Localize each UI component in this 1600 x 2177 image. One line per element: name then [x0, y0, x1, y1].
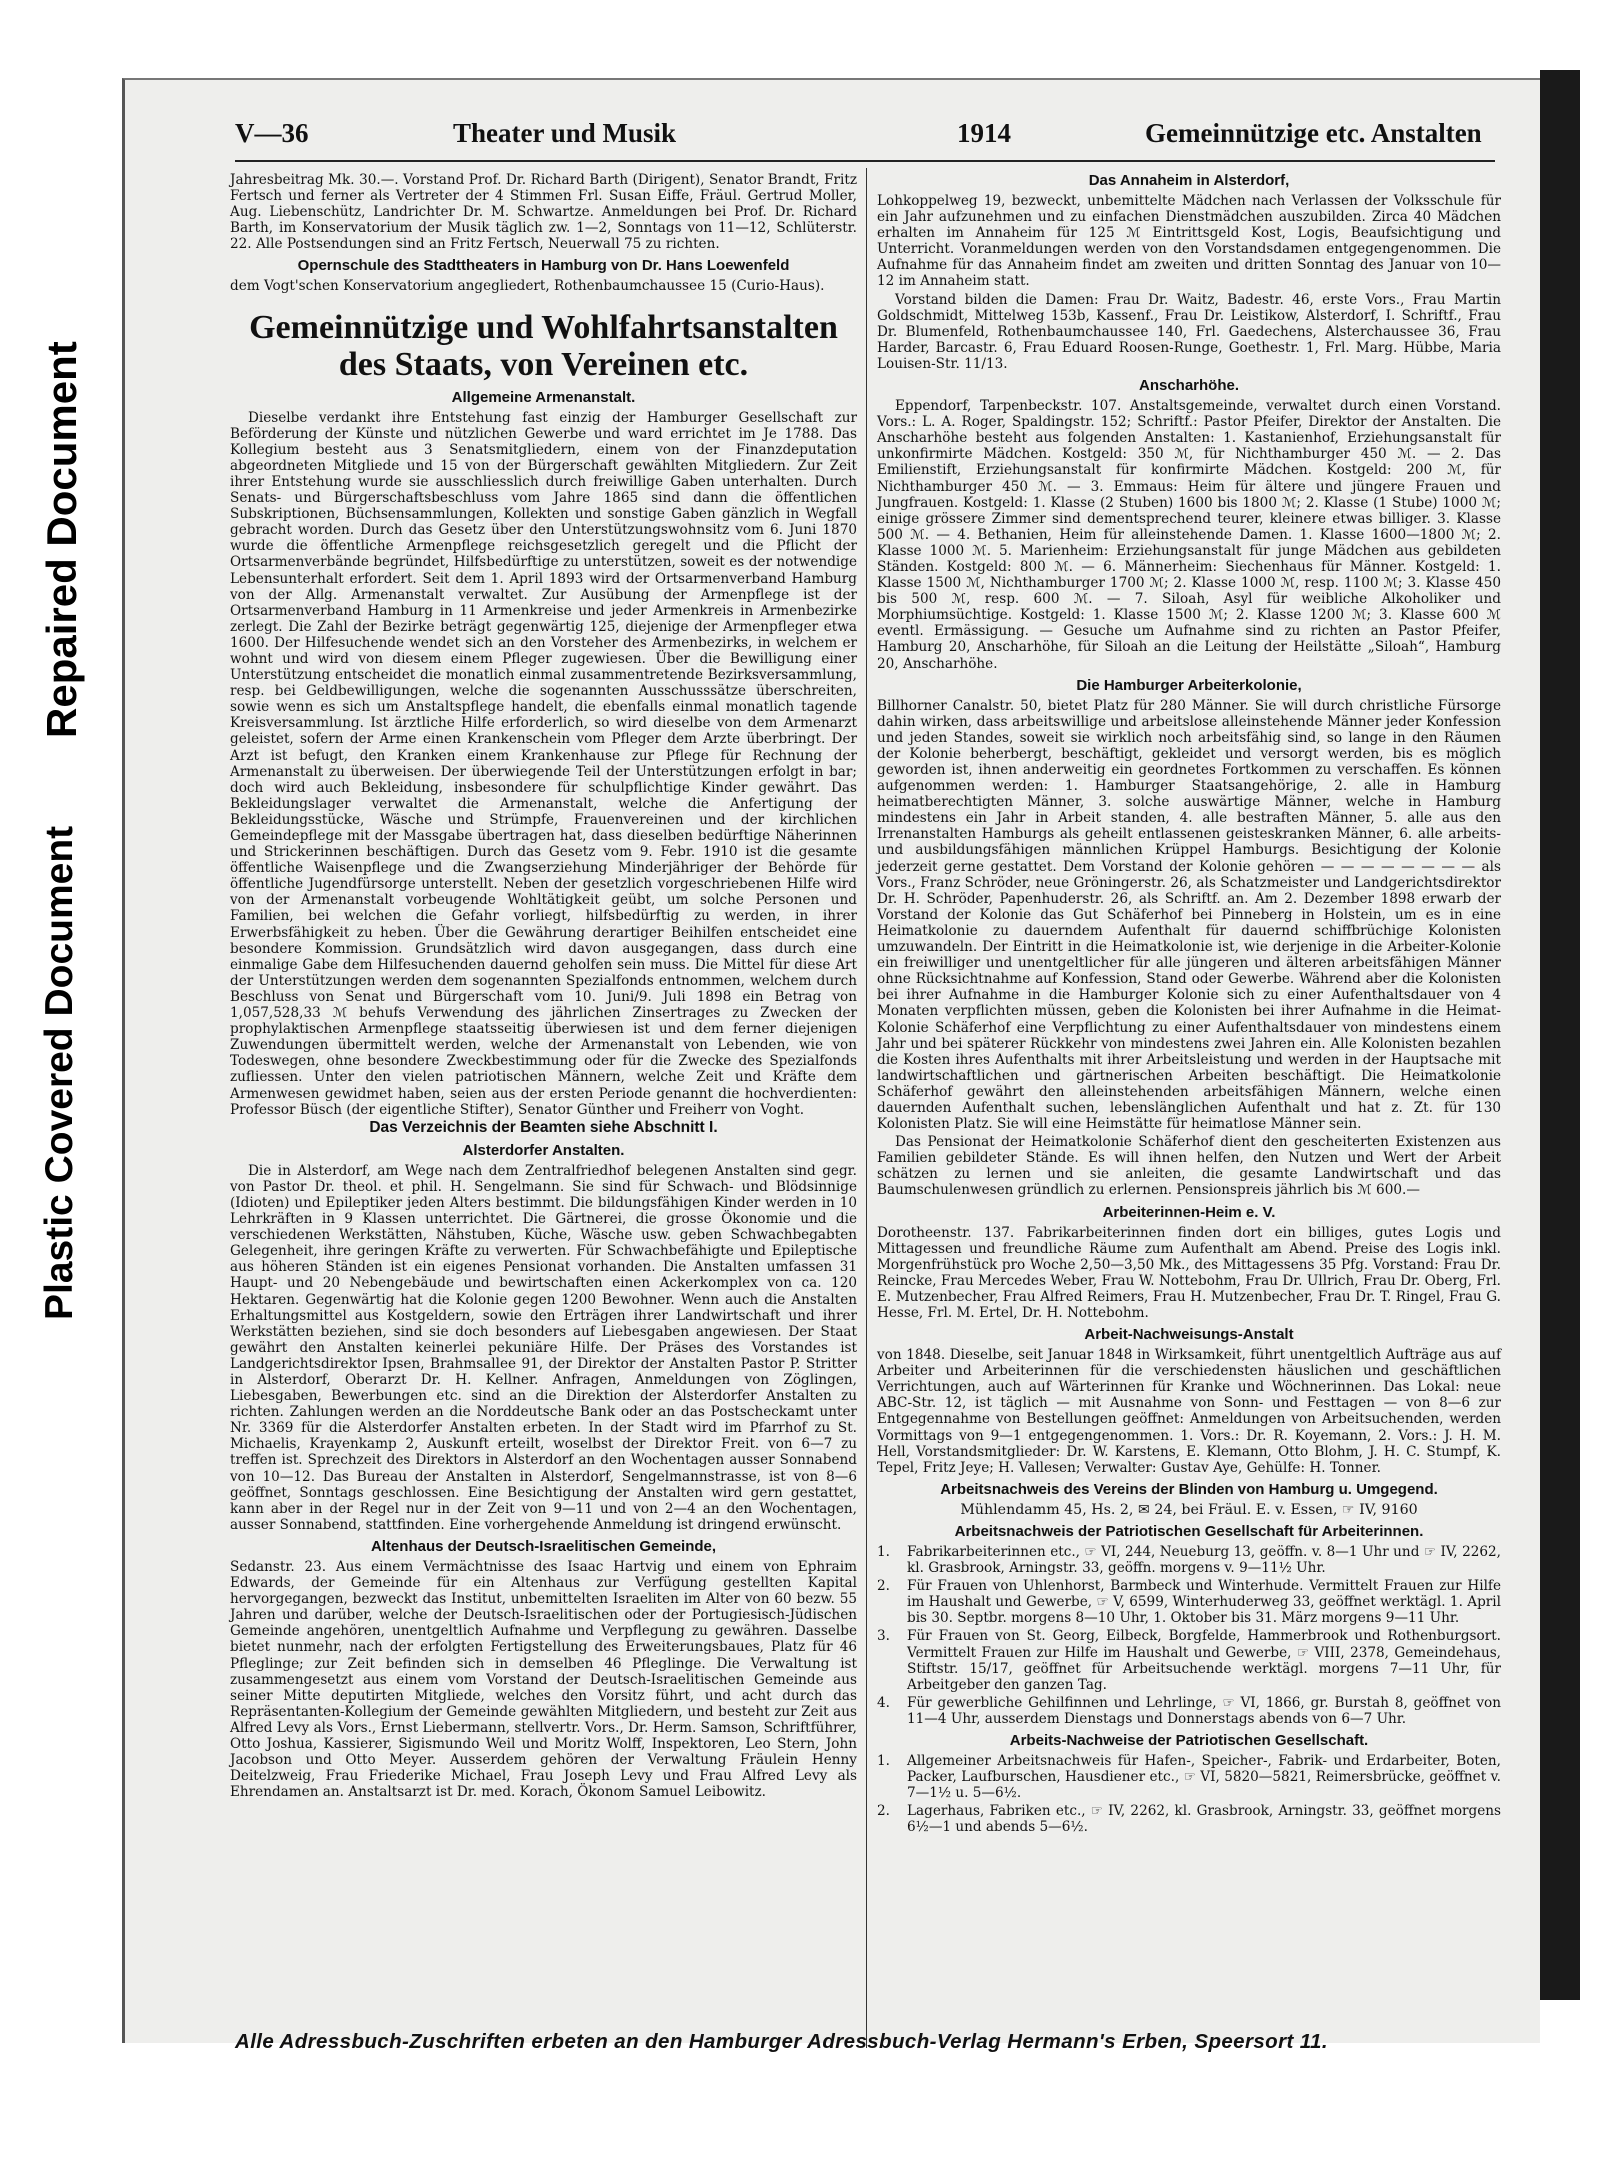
nachweisungs-anstalt-text: von 1848. Dieselbe, seit Januar 1848 in Wirksamkeit, führt unentgeltlich Aufträge aus auf Arbeiter und Arbeiterinnen für die verschiedensten häuslichen und geschäftlichen Verrichtungen, auch auf Wärterinnen für Kranke und Wöchnerinnen. Das Lokal: neue ABC-Str. 12, ist täglich — mit Ausnahme von Sonn- und Festtagen — von 8—6 zur Entgegennahme von Bestellungen geöffnet: Anmeldungen von Arbeitsuchenden, werden Vormittags von 9—1 entgegengenommen. 1. Vors.: Dr. R. Koyemann, 2. Vors.: J. H. M. Hell, Vorstandsmitglieder: Dr. W. Karstens, E. Klemann, Otto Blohm, J. H. C. Stumpf, K. Tepel, Fritz Jeye; H. Vallesen; Verwalter: Gustav Aye, Gehülfe: H. Tonner. [877, 1347, 1501, 1476]
list-item-number: 2. [877, 1803, 890, 1820]
plastic-covered-label: Plastic Covered Document [38, 825, 81, 1320]
blinden-text: Mühlendamm 45, Hs. 2, ✉ 24, bei Fräul. E. v. Essen, ☞ IV, 9160 [960, 1501, 1418, 1518]
altenhaus-text: Sedanstr. 23. Aus einem Vermächtnisse des Isaac Hartvig und einem von Ephraim Edwards, der Gemeinde für ein Altenhaus zur Verfügung gestellten Kapital hervorgegangen, bezweckt das Institut, unbemittelten Israeliten im Alter von 60 bezw. 55 Jahren und darüber, welche der Deutsch-Israelitischen oder der Portugiesisch-Jüdischen Gemeinde angehören, unentgeltlich Aufnahme und Verpflegung zu gewähren. Dasselbe bietet nunmehr, nach der erfolgten Fertigstellung des Erweiterungsbaues, Platz für 46 Pfleglinge; zur Zeit befinden sich in demselben 46 Pfleglinge. Die Verwaltung ist zusammengesetzt aus einem vom Vorstand der Deutsch-Israelitischen Gemeinde aus seiner Mitte deputirten Mitgliede, welches den Vorsitz führt, und acht durch das Repräsentanten-Kollegium der Gemeinde gewählten Mitgliedern, und besteht zur Zeit aus Alfred Levy als Vors., Ernst Liebermann, stellvertr. Vors., Dr. Herm. Samson, Schriftführer, Otto Joshua, Kassierer, Sigismundo Weil und Moritz Wolff, Inspektoren, Leo Stern, John Jacobson und Otto Meyer. Ausserdem gehören der Verwaltung Fräulein Henny Deitelzweig, Frau Friederike Michael, Frau Joseph Levy und Frau Alfred Levy als Ehrendamen an. Anstaltsarzt ist Dr. med. Korach, Ökonom Samuel Leibowitz. [230, 1558, 857, 1801]
list-item-number: 3. [877, 1628, 890, 1645]
arbeiterinnen-heim-heading: Arbeiterinnen-Heim e. V. [1102, 1203, 1276, 1221]
right-column [877, 172, 1501, 1837]
header-section: Theater und Musik [453, 118, 677, 148]
list-item-number: 1. [877, 1543, 890, 1560]
page-header [235, 118, 1490, 154]
left-column [230, 172, 857, 1802]
anscharhoehe-text: Eppendorf, Tarpenbeckstr. 107. Anstaltsgemeinde, verwaltet durch einen Vorstand. Vors.: L. A. Roger, Spaldingstr. 152; Schriftf.: Pastor Pfeifer, Direktor der Anstalten. Die Anscharhöhe besteht aus folgenden Anstalten: 1. Kastanienhof, Erziehungsanstalt für unkonfirmirte Mädchen. Kostgeld: 350 ℳ, für Nichthamburger 450 ℳ. — 2. Das Emilienstift, Erziehungsanstalt für konfirmirte Mädchen. Kostgeld: 200 ℳ, für Nichthamburger 450 ℳ. — 3. Emmaus: Heim für ältere und jüngere Frauen und Jungfrauen. Kostgeld: 1. Klasse (2 Stuben) 1600 bis 1800 ℳ; 2. Klasse (1 Stube) 1000 ℳ; einige grössere Zimmer sind dementsprechend teurer, kleinere etwas billiger. 3. Klasse 500 ℳ. — 4. Bethanien, Heim für alleinstehende Damen. 1. Klasse 1600—1800 ℳ; 2. Klasse 1000 ℳ. 5. Marienheim: Erziehungsanstalt für junge Mädchen aus gebildeten Ständen. Kostgeld: 800 ℳ. — 6. Männerheim: Siechenhaus für Männer. Kostgeld: 1. Klasse 1500 ℳ, Nichthamburger 1700 ℳ; 2. Klasse 1000 ℳ, resp. 1100 ℳ; 3. Klasse 450 bis 500 ℳ, resp. 600 ℳ. — 7. Siloah, Asyl für weibliche Alkoholiker und Morphiumsüchtige. Kostgeld: 1. Klasse 1500 ℳ; 2. Klasse 1200 ℳ; 3. Klasse 600 ℳ eventl. Ermässigung. — Gesuche um Aufnahme sind zu richten an Pastor Pfeifer, Hamburg 20, Anscharhöhe, für Siloah an die Leitung der Heilstätte „Siloah“, Hamburg 20, Anscharhöhe. [877, 398, 1501, 672]
opernschule-heading: Opernschule des Stadttheaters in Hamburg von Dr. Hans Loewenfeld [297, 257, 790, 275]
list-item-text: Fabrikarbeiterinnen etc., ☞ VI, 244, Neueburg 13, geöffn. v. 8—1 Uhr und ☞ IV, 2262, kl. Grasbrook, Arningstr. 33, geöffn. morgens v. 9—11½ Uhr. [907, 1543, 1501, 1577]
list-item-text: Lagerhaus, Fabriken etc., ☞ IV, 2262, kl. Grasbrook, Arningstr. 33, geöffnet morgens 6½—1 und abends 5—6½. [907, 1803, 1501, 1836]
arbeiterkolonie-heading: Die Hamburger Arbeiterkolonie, [1076, 676, 1302, 694]
main-title: Gemeinnützige und Wohlfahrtsanstalten des Staats, von Vereinen etc. [249, 308, 838, 383]
list-item [877, 1803, 1501, 1835]
alsterdorf-heading: Alsterdorfer Anstalten. [462, 1141, 625, 1159]
list-item-text: Für gewerbliche Gehilfinnen und Lehrlinge, ☞ VI, 1866, gr. Burstah 8, geöffnet von 11—4 Uhr, ausserdem Dienstags und Donnerstags abends von 6—7 Uhr. [907, 1694, 1501, 1727]
list-item-number: 2. [877, 1578, 890, 1595]
list-item-number: 4. [877, 1694, 890, 1711]
annaheim-heading: Das Annaheim in Alsterdorf, [1088, 172, 1290, 189]
header-right-title: Gemeinnützige etc. Anstalten [1145, 118, 1482, 148]
list-item [877, 1628, 1501, 1692]
blinden-heading: Arbeitsnachweis des Vereins der Blinden von Hamburg u. Umgegend. [940, 1480, 1438, 1498]
document-page [122, 78, 1540, 2053]
column-divider [866, 168, 867, 2048]
patriotische-nachweise-list [877, 1753, 1501, 1835]
header-year: 1914 [957, 118, 1011, 148]
opernschule-text: dem Vogt'schen Konservatorium angegliedert, Rothenbaumchaussee 15 (Curio-Haus). [230, 278, 825, 295]
list-item-number: 1. [877, 1752, 890, 1769]
patriotische-nachweise-heading: Arbeits-Nachweise der Patriotischen Gesellschaft. [1009, 1731, 1369, 1749]
list-item-text: Für Frauen von Uhlenhorst, Barmbeck und Winterhude. Vermittelt Frauen zur Hilfe im Haushalt und Gewerbe, ☞ V, 6599, Winterhuderweg 33, geöffnet werktägl. 1. April bis 30. Septbr. morgens 8—10 Uhr, 1. Oktober bis 31. März morgens 9—11 Uhr. [907, 1578, 1501, 1627]
altenhaus-heading: Altenhaus der Deutsch-Israelitischen Gemeinde, [370, 1537, 717, 1555]
arbeiterkolonie-text: Billhorner Canalstr. 50, bietet Platz für 280 Männer. Sie will durch christliche Fürsorge dahin wirken, dass arbeitswillige und arbeitslose alleinstehende Männer jeder Konfession und jeden Standes, soweit sie wirklich noch arbeitsfähig sind, so lange in den Räumen der Kolonie beherbergt, beschäftigt, gekleidet und versorgt werden, bis es möglich geworden ist, ihnen anderweitig ein geordnetes Fortkommen zu verschaffen. Es können aufgenommen werden: 1. Hamburger Staatsangehörige, 2. alle in Hamburg heimatberechtigten Männer, 3. solche auswärtige Männer, welche in Hamburg mindestens ein Jahr in Arbeit standen, 4. alle bestraften Männer, 5. alle aus den Irrenanstalten Hamburgs als geheilt entlassenen geisteskranken Männer, 6. alle arbeits- und ausbildungsfähigen männlichen Krüppel Hamburgs. Besichtigung der Kolonie jederzeit gerne gestattet. Dem Vorstand der Kolonie gehören — — — — — — — — als Vors., Franz Schröder, neue Gröningerstr. 26, als Schatzmeister und Landgerichtsdirektor Dr. H. Schröder, Papenhuderstr. 26, als Schriftf. an. Am 2. Dezember 1898 erwarb der Vorstand der Kolonie das Gut Schäferhof bei Pinneberg in Holstein, um es in eine Heimatkolonie zu dauerndem Aufenthalt für dauernd schiffbrüchige Kolonisten umzuwandeln. Der Eintritt in die Heimatkolonie ist, wie derjenige in die Arbeiter-Kolonie ein freiwilliger und unentgeltlicher für alle jüngeren und älteren arbeitsfähigen Männer ohne Rücksichtnahme auf Konfession, Stand oder Gewerbe. Während aber die Kolonisten bei ihrer Aufnahme in die Hamburger Kolonie sich zu einer Aufenthaltsdauer von 4 Monaten verpflichten müssen, geben die Kolonisten bei ihrer Aufnahme in die Heimat-Kolonie Schäferhof eine Verpflichtung zu einer Aufenthaltsdauer von mindestens einem Jahr und bei späterer Rückkehr von mindestens zwei Jahren ein. Alle Kolonisten bezahlen die Kosten ihres Aufenthalts mit ihrer Arbeitsleistung und werden in der Hauptsache mit landwirtschaftlichen und gärtnerischen Arbeiten beschäftigt. Die Heimatkolonie Schäferhof gewährt den alleinstehenden arbeitsfähigen Männern, welche einen dauernden Aufenthalt suchen, lebenslänglichen Aufenthalt und hat z. Zt. für 130 Kolonisten Platz. Sie will eine Heimstätte für heimatlose Männer sein. [877, 697, 1501, 1133]
beamte-note: Das Verzeichnis der Beamten siehe Abschnitt I. [369, 1118, 718, 1136]
list-item [877, 1695, 1501, 1727]
annaheim-text: Lohkoppelweg 19, bezweckt, unbemittelte Mädchen nach Verlassen der Volksschule für ein Jahr aufzunehmen und zu einfachen Dienstmädchen auszubilden. Zirca 40 Mädchen erhalten im Annaheim für 125 ℳ Eintrittsgeld Kost, Logis, Beaufsichtigung und Unterricht. Voranmeldungen werden von den Vorstandsdamen entgegengenommen. Die Aufnahme für das Annaheim findet am zweiten und dritten Sonntag des Januar von 10—12 im Annaheim statt. [877, 193, 1501, 290]
armenanstalt-heading: Allgemeine Armenanstalt. [451, 388, 636, 406]
list-item [877, 1544, 1501, 1576]
armenanstalt-text: Dieselbe verdankt ihre Entstehung fast einzig der Hamburger Gesellschaft zur Beförderung der Künste und nützlichen Gewerbe und ward errichtet im Je 1788. Das Kollegium besteht aus 3 Senatsmitgliedern, einem von der Finanzdeputation abgeordneten Mitgliede und 15 von der Bürgerschaft gewählten Mitgliedern. Zur Zeit ihrer Entstehung wurde sie ausschliesslich durch freiwillige Gaben unterhalten. Durch Senats- und Bürgerschaftsbeschluss vom Jahre 1865 sind dann die öffentlichen Subskriptionen, Büchsensammlungen, Kollekten und sonstige Gaben gänzlich in Wegfall gebracht worden. Durch das Gesetz über den Unterstützungswohnsitz vom 6. Juni 1870 wurde die öffentliche Armenpflege reichsgesetzlich geregelt und die Pflicht der Ortsarmenverbände begründet, Hilfsbedürftige zu unterstützen, soweit es der notwendige Lebensunterhalt erfordert. Seit dem 1. April 1893 wird der Ortsarmenverband Hamburg von der Allg. Armenanstalt verwaltet. Zur Ausübung der Armenpflege ist der Ortsarmenverband Hamburg in 11 Armenkreise und jeder Armenkreis in Armenbezirke zerlegt. Die Zahl der Bezirke beträgt gegenwärtig 125, diejenige der Armenpfleger etwa 1600. Der Hilfesuchende wendet sich an den Vorsteher des Armenbezirks, in welchem er wohnt und wird von diesem einem Pfleger zugewiesen. Über die Bewilligung einer Unterstützung entscheidet die monatlich einmal zusammentretende Bezirksversammlung, resp. bei Geldbewilligungen, welche die sogenannten Ausschusssätze überschreiten, sowie wenn es sich um Anstaltspflege handelt, die ebenfalls einmal monatlich tagende Kreisversammlung. Ist ärztliche Hilfe erforderlich, so wird dieselbe von dem Armenarzt geleistet, sofern der Arme einen Krankenschein vom Pfleger dem Arzte überbringt. Der Arzt ist befugt, den Kranken einem Krankenhause zur Pflege für Rechnung der Armenanstalt zu überweisen. Der überwiegende Teil der Unterstützungen erfolgt in bar; doch wird auch Bekleidung, insbesondere für schulpflichtige Kinder gewährt. Das Bekleidungslager verwaltet die Armenanstalt, welche die Anfertigung der Bekleidungsstücke, Wäsche und Strümpfe, Frauenvereinen und der kirchlichen Gemeindepflege mit der Massgabe übertragen hat, dass dieselben bedürftige Näherinnen und Strickerinnen beschäftigen. Durch das Gesetz vom 9. Febr. 1910 ist die gesamte öffentliche Waisenpflege und die Zwangserziehung Minderjähriger der Behörde für öffentliche Jugendfürsorge unterstellt. Neben der gesetzlich vorgeschriebenen Hilfe wird von der Armenanstalt vorbeugende Wohltätigkeit geübt, um solche Personen und Familien, bei welchen die Gefahr vorliegt, hilfsbedürftig zu werden, in ihrer Erwerbsfähigkeit zu heben. Über die Gewährung derartiger Beihilfen entscheidet eine besondere Kommission. Grundsätzlich wird davon ausgegangen, dass durch eine einmalige Gabe dem Hilfesuchenden dauernd geholfen sein muss. Die Mittel für diese Art der Unterstützungen werden dem sogenannten Spezialfonds entnommen, welchem durch Beschluss von Senat und Bürgerschaft vom 10. Juni/9. Juli 1898 ein Betrag von 1,057,528,33 ℳ behufs Verwendung des jährlichen Zinsertrages zu Zwecken der prophylaktischen Armenpflege staatsseitig überwiesen ist und dem ferner diejenigen Zuwendungen übermittelt werden, welche der Armenanstalt von Lebenden, wie von Todeswegen, ohne besondere Zweckbestimmung oder für die Zwecke des Spezialfonds zufliessen. Unter den vielen patriotischen Männern, welche Zeit und Kräfte dem Armenwesen gewidmet haben, seien aus der ersten Periode genannt die hochverdienten: Professor Büsch (der eigentliche Stifter), Senator Günther und Freiherr von Voght. [230, 409, 857, 1118]
alsterdorf-text: Die in Alsterdorf, am Wege nach dem Zentralfriedhof belegenen Anstalten sind gegr. von Pastor Dr. theol. et phil. H. Sengelmann. Sie sind für Schwach- und Blödsinnige (Idioten) und Epileptiker jeden Alters bestimmt. Die bildungsfähigen Kinder werden in 10 Lehrkräften in 9 Klassen unterrichtet. Die Gärtnerei, die grosse Ökonomie und die verschiedenen Werkstätten, Nähstuben, Küche, Wäsche usw. geben Schwachbegabten Gelegenheit, ihre geringen Kräfte zu verwerten. Für Schwachbefähigte und Epileptische aus höheren Ständen ist ein eigenes Pensionat vorhanden. Die Anstalten umfassen 31 Haupt- und 20 Nebengebäude und bewirtschaften einen Ackerkomplex von ca. 120 Hektaren. Gegenwärtig hat die Kolonie gegen 1200 Bewohner. Wenn auch die Anstalten Erhaltungsmittel aus Kostgeldern, sowie den Erträgen ihrer Landwirtschaft und ihrer Werkstätten beziehen, sind sie doch besonders auf Liebesgaben angewiesen. Der Staat gewährt den Anstalten keinerlei pekuniäre Hilfe. Der Präses des Vorstandes ist Landgerichtsdirektor Ipsen, Brahmsallee 91, der Direktor der Anstalten Pastor P. Stritter in Alsterdorf, Oberarzt Dr. H. Kellner. Anfragen, Anmeldungen von Zöglingen, Liebesgaben, Bewerbungen etc. sind an die Direktion der Alsterdorfer Anstalten zu richten. Zahlungen werden an die Norddeutsche Bank oder an das Postscheckamt unter Nr. 3369 für die Alsterdorfer Anstalten erbeten. In der Stadt wird im Pfarrhof zu St. Michaelis, Krayenkamp 2, Auskunft erteilt, woselbst der Direktor Freit. von 6—7 zu treffen ist. Sprechzeit des Direktors in Alsterdorf an den Wochentagen ausser Sonnabend von 10—12. Das Bureau der Anstalten in Alsterdorf, Sengelmannstrasse, ist von 8—6 geöffnet, Sonntags geschlossen. Eine Besichtigung der Anstalten wird gern gestattet, kann aber in der Regel nur in der Zeit von 9—11 und von 2—4 an den Wochentagen, ausser Sonnabend, stattfinden. Eine vorhergehende Anmeldung ist dringend erwünscht. [230, 1162, 857, 1533]
patriotische-arbeiterinnen-list [877, 1544, 1501, 1727]
list-item-text: Allgemeiner Arbeitsnachweis für Hafen-, Speicher-, Fabrik- und Erdarbeiter, Boten, Packer, Laufburschen, Hausdiener etc., ☞ VI, 5820—5821, Reimersbrücke, geöffnet v. 7—1½ u. 5—6½. [907, 1752, 1501, 1802]
page-footer: Alle Adressbuch-Zuschriften erbeten an den Hamburger Adressbuch-Verlag Hermann's Erben, Speersort 11. [235, 2030, 1328, 2053]
list-item-text: Für Frauen von St. Georg, Eilbeck, Borgfelde, Hammerbrook und Rothenburgsort. Vermittelt Frauen zur Hilfe im Haushalt und Gewerbe, ☞ VIII, 2378, Gemeindehaus, Stiftstr. 15/17, geöffnet für Arbeitsuchende werktägl. morgens 7—11 Uhr, für Arbeitgeber den ganzen Tag. [907, 1628, 1501, 1693]
arbeiterkolonie-pension: Das Pensionat der Heimatkolonie Schäferhof dient den gescheiterten Existenzen aus Familien gebildeter Stände. Es will ihnen helfen, den Nutzen und Wert der Arbeit schätzen zu lernen und sie anleiten, die gesamte Landwirtschaft und das Baumschulenwesen gründlich zu erlernen. Pensionspreis jährlich bis ℳ 600.— [877, 1134, 1501, 1199]
list-item [877, 1753, 1501, 1801]
anscharhoehe-heading: Anscharhöhe. [1138, 377, 1240, 395]
page-number: V—36 [235, 118, 309, 148]
patriotische-arbeiterinnen-heading: Arbeitsnachweis der Patriotischen Gesellschaft für Arbeiterinnen. [954, 1522, 1424, 1540]
arbeiterinnen-heim-text: Dorotheenstr. 137. Fabrikarbeiterinnen finden dort ein billiges, gutes Logis und Mittagessen und freundliche Räume zum Aufenthalt am Abend. Preise des Logis inkl. Morgenfrühstück pro Woche 2,50—3,50 Mk., des Mittagessens 35 Pfg. Vorstand: Frau Dr. Reincke, Frau Mercedes Weber, Frau W. Nottebohm, Frau Dr. Ullrich, Frau Dr. Oberg, Frl. E. Mutzenbecher, Frau Alfred Reimers, Frau H. Mutzenbecher, Frau Dr. T. Ringel, Frau G. Hesse, Frl. M. Ertel, Dr. H. Nottebohm. [877, 1224, 1501, 1321]
intro-text: Jahresbeitrag Mk. 30.—. Vorstand Prof. Dr. Richard Barth (Dirigent), Senator Brandt, Fritz Fertsch und ferner als Vertreter der 4 Stimmen Frl. Susan Eiffe, Fräul. Gertrud Moller, Aug. Liebenschütz, Landrichter Dr. M. Schwartze. Anmeldungen bei Prof. Dr. Richard Barth, im Konservatorium der Musik täglich zw. 1—2, Sonntags von 11—12, Schlüterstr. 22. Alle Postsendungen sind an Fritz Fertsch, Neuerwall 75 zu richten. [230, 172, 857, 253]
header-rule [235, 160, 1495, 162]
repaired-document-label: Repaired Document [38, 341, 85, 738]
annaheim-vorstand: Vorstand bilden die Damen: Frau Dr. Waitz, Badestr. 46, erste Vors., Frau Martin Goldschmidt, Mittelweg 153b, Kassenf., Frau Dr. Leistikow, Alsterdorf, I. Schriftf., Frau Dr. Blumenfeld, Rothenbaumchaussee 140, Frl. Gaedechens, Alsterchaussee 36, Frau Harder, Barcastr. 6, Frau Eduard Roosen-Runge, Goethestr. 1, Frl. Marg. Hübbe, Maria Louisen-Str. 11/13. [877, 291, 1501, 372]
page-shadow [1540, 70, 1580, 2000]
nachweisungs-anstalt-heading: Arbeit-Nachweisungs-Anstalt [1084, 1326, 1294, 1344]
list-item [877, 1578, 1501, 1626]
